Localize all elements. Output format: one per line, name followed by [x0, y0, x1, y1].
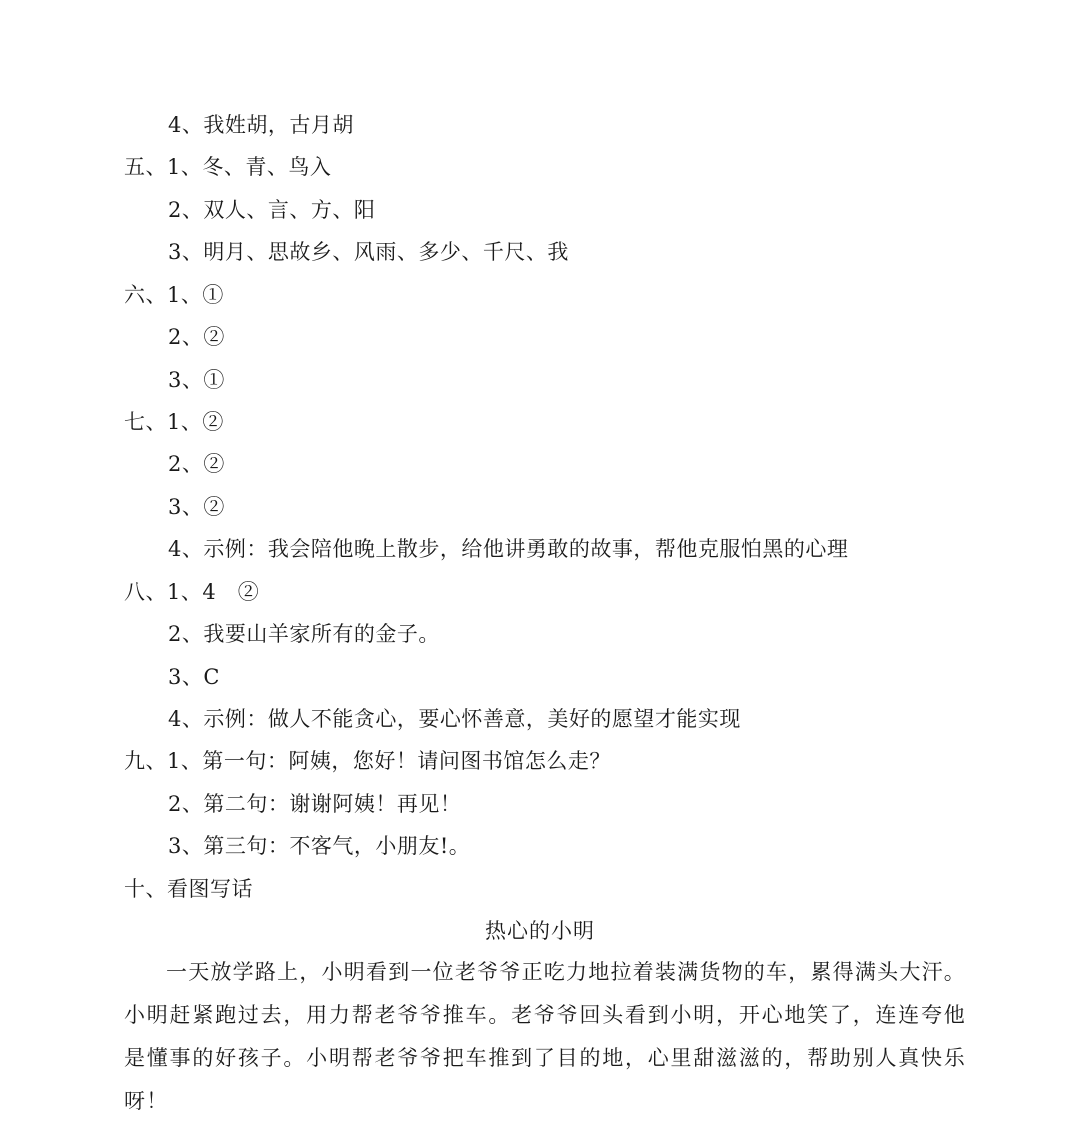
answer-line-8-4: 4、示例：做人不能贪心，要心怀善意，美好的愿望才能实现 [168, 707, 741, 731]
answer-line-7-4: 4、示例：我会陪他晚上散步，给他讲勇敢的故事，帮他克服怕黑的心理 [168, 537, 849, 561]
answer-line-8-2: 2、我要山羊家所有的金子。 [168, 622, 440, 646]
answer-line-5-2: 2、双人、言、方、阳 [168, 198, 376, 222]
answer-section-7-item-1: 七、1、② [124, 410, 224, 434]
answer-line-7-3: 3、② [168, 495, 225, 519]
essay-title: 热心的小明 [485, 919, 595, 943]
answer-section-8-item-1: 八、1、4 ② [124, 580, 260, 604]
answer-line-7-2: 2、② [168, 452, 225, 476]
answer-section-6-item-1: 六、1、① [124, 283, 224, 307]
answer-section-10: 十、看图写话 [124, 877, 253, 901]
answer-section-9-item-1: 九、1、第一句：阿姨，您好！请问图书馆怎么走？ [124, 749, 611, 773]
essay-body: 一天放学路上，小明看到一位老爷爷正吃力地拉着装满货物的车，累得满头大汗。小明赶紧跑过去，用力帮老爷爷推车。老爷爷回头看到小明，开心地笑了，连连夸他是懂事的好孩子。小明帮老爷爷把车推到了目的地，心里甜滋滋的，帮助别人真快乐呀！ [124, 960, 966, 1113]
answer-line-8-3: 3、C [168, 665, 220, 689]
answer-line-6-2: 2、② [168, 325, 225, 349]
answer-line-4-4: 4、我姓胡，古月胡 [168, 113, 354, 137]
answer-line-9-3: 3、第三句：不客气，小朋友!。 [168, 834, 471, 858]
answer-section-5-item-1: 五、1、冬、青、鸟入 [124, 155, 332, 179]
answer-line-6-3: 3、① [168, 368, 225, 392]
answer-line-5-3: 3、明月、思故乡、风雨、多少、千尺、我 [168, 240, 569, 264]
answer-line-9-2: 2、第二句：谢谢阿姨！再见！ [168, 792, 462, 816]
